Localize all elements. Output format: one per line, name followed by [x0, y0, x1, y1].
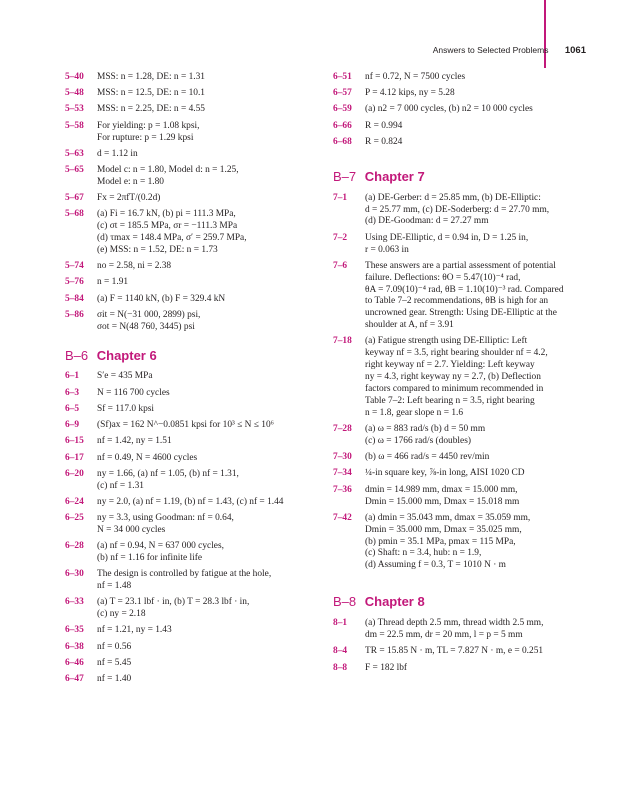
answer-line: MSS: n = 1.28, DE: n = 1.31 [97, 72, 205, 82]
answer-text [97, 165, 325, 189]
chapter7-number: B–7 [333, 168, 357, 184]
problem-number: 6–35 [65, 625, 84, 636]
answer-line: σit = N(−31 000, 2899) psi, [97, 309, 201, 320]
answer-line: Model e: n = 1.80 [97, 176, 164, 187]
answer-entry [65, 569, 325, 593]
answer-line: Sf = 117.0 kpsi [97, 403, 155, 414]
answer-line: nf = 1.40 [97, 674, 132, 685]
answer-entry [65, 193, 325, 205]
answer-text [97, 388, 170, 398]
answer-text [365, 137, 402, 147]
answer-text [365, 88, 455, 98]
answer-text [97, 209, 325, 257]
answer-line: (d) τmax = 148.4 MPa, σ′ = 259.7 MPa, [97, 233, 247, 244]
problem-number: 5–40 [65, 72, 84, 82]
answer-line: n = 1.8, gear slope n = 1.6 [365, 407, 464, 418]
answer-line: R = 0.994 [365, 120, 403, 131]
problem-number: 6–25 [65, 513, 84, 524]
answer-text [97, 420, 274, 430]
problem-number: 5–58 [65, 120, 84, 131]
answer-entry [65, 209, 325, 257]
problem-number: 6–33 [65, 597, 84, 608]
chapter7-answer-list [333, 193, 595, 573]
answer-line: Dmin = 15.000 mm, Dmax = 15.018 mm [365, 496, 520, 507]
answer-text [365, 468, 525, 478]
chapter6-number: B–6 [65, 347, 89, 363]
answer-text [365, 663, 407, 673]
answer-text [365, 72, 465, 82]
answer-line: failure. Deflections: θO = 5.47(10)⁻⁴ rad, [365, 272, 521, 283]
answer-entry [333, 485, 595, 509]
answer-text [97, 569, 325, 593]
answer-entry [65, 597, 325, 621]
answer-line: MSS: n = 2.25, DE: n = 4.55 [97, 104, 205, 115]
answer-line: (c) ny = 2.18 [97, 609, 146, 620]
answer-text [97, 371, 153, 381]
answer-text [365, 452, 489, 462]
problem-number: 7–30 [333, 452, 352, 463]
answer-entry [333, 137, 595, 149]
answer-text [97, 469, 325, 493]
answer-line: no = 2.58, ni = 2.38 [97, 261, 172, 272]
answer-line: keyway nf = 3.5, right bearing shoulder nf = 4.2, [365, 348, 548, 359]
answer-line: N = 116 700 cycles [97, 387, 170, 398]
problem-number: 5–68 [65, 209, 84, 220]
problem-number: 6–9 [65, 420, 80, 431]
chapter7-title: Chapter 7 [364, 168, 425, 184]
answer-line: nf = 0.72, N = 7500 cycles [365, 72, 466, 82]
left-column [65, 72, 325, 690]
answer-line: (a) n2 = 7 000 cycles, (b) n2 = 10 000 cycles [365, 104, 533, 115]
problem-number: 7–18 [333, 336, 352, 347]
answer-line: nf = 1.48 [97, 581, 132, 592]
problem-number: 6–38 [65, 641, 84, 652]
answer-line: (a) nf = 0.94, N = 637 000 cycles, [97, 541, 224, 552]
answer-text [97, 310, 325, 334]
problem-number: 7–2 [333, 232, 348, 243]
answer-line: n = 1.91 [97, 277, 129, 288]
answer-entry [65, 404, 325, 416]
answer-text [365, 424, 595, 448]
answer-text [97, 436, 172, 446]
answer-text [97, 541, 325, 565]
answer-entry [333, 663, 595, 675]
answer-line: dm = 22.5 mm, dr = 20 mm, l = p = 5 mm [365, 630, 523, 641]
answer-entry [65, 513, 325, 537]
answer-line: (a) Thread depth 2.5 mm, thread width 2.5 mm, [365, 618, 544, 629]
chapter6-continued-answer-list [333, 72, 595, 149]
answer-line: (b) pmin = 35.1 MPa, pmax = 115 MPa, [365, 536, 516, 547]
answer-line: (c) σt = 185.5 MPa, σr = −111.3 MPa [97, 221, 238, 232]
answer-entry [65, 121, 325, 145]
answer-line: dmin = 14.989 mm, dmax = 15.000 mm, [365, 484, 518, 495]
answer-line: (a) T = 23.1 lbf · in, (b) T = 28.3 lbf · in, [97, 597, 250, 608]
chapter6-answer-list [65, 371, 325, 685]
answer-line: For rupture: p = 1.29 kpsi [97, 132, 194, 143]
problem-number: 6–68 [333, 136, 352, 147]
problem-number: 7–34 [333, 468, 352, 479]
answer-line: (c) Shaft: n = 3.4, hub: n = 1.9, [365, 548, 482, 559]
answer-line: d = 1.12 in [97, 148, 138, 159]
answer-line: (a) F = 1140 kN, (b) F = 329.4 kN [97, 293, 226, 304]
answer-entry [65, 469, 325, 493]
answer-entry [65, 88, 325, 100]
answer-line: The design is controlled by fatigue at the hole, [97, 569, 272, 580]
problem-number: 5–65 [65, 164, 84, 175]
answer-line: Using DE-Elliptic, d = 0.94 in, D = 1.25 in, [365, 232, 529, 243]
answer-line: factors compared to minimum recommended in [365, 384, 544, 395]
chapter5-answer-list [65, 72, 325, 334]
answer-line: (a) Fatigue strength using DE-Elliptic: Left [365, 336, 528, 347]
answer-entry [65, 149, 325, 161]
answer-text [365, 513, 595, 573]
answer-entry [65, 72, 325, 84]
answer-line: (a) DE-Gerber: d = 25.85 mm, (b) DE-Elliptic: [365, 192, 541, 203]
answer-entry [65, 261, 325, 273]
answer-text [365, 104, 533, 114]
answer-entry [65, 625, 325, 637]
answer-line: Table 7–2: Left bearing n = 3.5, right bearing [365, 396, 535, 407]
answer-entry [333, 104, 595, 116]
problem-number: 6–47 [65, 674, 84, 685]
answer-line: (a) Fi = 16.7 kN, (b) pi = 111.3 MPa, [97, 209, 236, 220]
problem-number: 6–57 [333, 88, 352, 99]
answer-text [97, 104, 205, 114]
answer-text [97, 513, 325, 537]
running-header [433, 45, 586, 56]
problem-number: 6–20 [65, 468, 84, 479]
answer-text [97, 72, 205, 82]
problem-number: 6–1 [65, 371, 80, 382]
answer-line: (e) MSS: n = 1.52, DE: n = 1.73 [97, 244, 218, 255]
problem-number: 8–1 [333, 618, 348, 629]
problem-number: 5–53 [65, 104, 84, 115]
answer-entry [65, 104, 325, 116]
problem-number: 5–67 [65, 193, 84, 204]
chapter6-title: Chapter 6 [96, 347, 157, 363]
answer-line: shoulder at A, nf = 3.91 [365, 320, 454, 331]
answer-entry [65, 642, 325, 654]
answer-line: (d) DE-Goodman: d = 27.27 mm [365, 216, 489, 227]
answer-entry [65, 453, 325, 465]
answer-line: (c) ω = 1766 rad/s (doubles) [365, 436, 471, 447]
answer-entry [65, 420, 325, 432]
problem-number: 6–15 [65, 436, 84, 447]
answer-line: MSS: n = 12.5, DE: n = 10.1 [97, 88, 205, 99]
answer-entry [65, 436, 325, 448]
page-number: 1061 [564, 45, 586, 56]
problem-number: 6–66 [333, 120, 352, 131]
chapter8-title: Chapter 8 [364, 594, 425, 610]
problem-number: 8–4 [333, 646, 348, 657]
answer-text [97, 642, 131, 652]
chapter8-answer-list [333, 618, 595, 674]
chapter6-heading [65, 347, 325, 363]
answer-text [365, 121, 402, 131]
answer-text [365, 336, 595, 419]
answer-text [97, 658, 131, 668]
problem-number: 5–74 [65, 261, 84, 272]
answer-text [365, 485, 595, 509]
answer-entry [333, 468, 595, 480]
answer-entry [65, 658, 325, 670]
answer-line: ny = 1.66, (a) nf = 1.05, (b) nf = 1.31, [97, 468, 239, 479]
answer-text [365, 261, 595, 332]
answer-entry [65, 388, 325, 400]
answer-line: nf = 1.42, ny = 1.51 [97, 436, 172, 447]
problem-number: 7–42 [333, 512, 352, 523]
answer-entry [65, 541, 325, 565]
problem-number: 5–48 [65, 88, 84, 99]
answer-entry [65, 371, 325, 383]
problem-number: 5–86 [65, 309, 84, 320]
answer-text [97, 261, 171, 271]
answer-line: Fx = 2πfT/(0.2d) [97, 193, 161, 204]
answer-line: (b) nf = 1.16 for infinite life [97, 553, 202, 564]
answer-line: right keyway nf = 2.7. Yielding: Left keyway [365, 360, 535, 371]
answer-text [97, 453, 197, 463]
problem-number: 7–28 [333, 424, 352, 435]
answer-line: These answers are a partial assessment of potential [365, 260, 556, 271]
answer-text [365, 646, 543, 656]
problem-number: 5–63 [65, 148, 84, 159]
answer-text [97, 674, 131, 684]
answer-line: uncrowned gear. Strength: Using DE-Elliptic at the [365, 308, 557, 319]
answer-line: nf = 0.56 [97, 641, 132, 652]
answer-text [365, 233, 595, 257]
answer-entry [333, 646, 595, 658]
answer-entry [333, 121, 595, 133]
answer-text [97, 597, 325, 621]
answer-line: to Table 7–2 recommendations, θB is high for an [365, 296, 549, 307]
answer-entry [333, 424, 595, 448]
answer-line: θA = 7.09(10)⁻⁴ rad, θB = 1.10(10)⁻³ rad. Compared [365, 284, 564, 295]
problem-number: 6–30 [65, 569, 84, 580]
answer-line: σot = N(48 760, 3445) psi [97, 321, 195, 332]
answer-entry [333, 452, 595, 464]
answer-line: nf = 0.49, N = 4600 cycles [97, 452, 198, 463]
answer-entry [333, 336, 595, 419]
answer-text [97, 625, 172, 635]
problem-number: 6–24 [65, 496, 84, 507]
answer-line: (d) Assuming f = 0.3, T = 1010 N · m [365, 560, 506, 571]
answer-text [97, 294, 225, 304]
answer-line: d = 25.77 mm, (c) DE-Soderberg: d = 27.70 mm, [365, 204, 550, 215]
problem-number: 6–46 [65, 657, 84, 668]
problem-number: 6–51 [333, 72, 352, 82]
answer-entry [65, 165, 325, 189]
problem-number: 6–5 [65, 403, 80, 414]
problem-number: 7–1 [333, 192, 348, 203]
answer-text [97, 404, 154, 414]
answer-line: (Sf)ax = 162 N^−0.0851 kpsi for 10³ ≤ N ≤ 10⁶ [97, 420, 274, 431]
problem-number: 5–76 [65, 277, 84, 288]
answer-line: ¼-in square key, ⅞-in long, AISI 1020 CD [365, 468, 525, 479]
problem-number: 5–84 [65, 293, 84, 304]
problem-number: 6–17 [65, 452, 84, 463]
answer-entry [333, 88, 595, 100]
answer-line: Dmin = 35.000 mm, Dmax = 35.025 mm, [365, 524, 522, 535]
answer-entry [65, 277, 325, 289]
answer-entry [333, 261, 595, 332]
answer-text [97, 121, 325, 145]
problem-number: 8–8 [333, 662, 348, 673]
answer-text [97, 88, 205, 98]
problem-number: 7–36 [333, 484, 352, 495]
answer-text [97, 277, 128, 287]
answer-line: (a) dmin = 35.043 mm, dmax = 35.059 mm, [365, 512, 531, 523]
chapter8-heading [333, 596, 595, 609]
answer-entry [65, 674, 325, 686]
answer-entry [333, 72, 595, 84]
answer-text [365, 193, 595, 229]
answer-line: N = 34 000 cycles [97, 524, 166, 535]
answer-line: ny = 2.0, (a) nf = 1.19, (b) nf = 1.43, (c) nf = 1.44 [97, 496, 284, 507]
answer-line: ny = 3.3, using Goodman: nf = 0.64, [97, 513, 234, 524]
answer-line: (a) ω = 883 rad/s (b) d = 50 mm [365, 424, 486, 435]
answer-text [365, 618, 595, 642]
answer-text [97, 193, 160, 203]
answer-line: For yielding: p = 1.08 kpsi, [97, 120, 200, 131]
answer-line: (c) nf = 1.31 [97, 480, 144, 491]
chapter8-number: B–8 [333, 594, 357, 610]
right-column [333, 72, 595, 679]
answer-entry [333, 513, 595, 573]
answer-line: S′e = 435 MPa [97, 371, 153, 382]
answer-entry [333, 233, 595, 257]
answer-line: ny = 4.3, right keyway ny = 2.7, (b) Deflection [365, 372, 541, 383]
answer-entry [65, 497, 325, 509]
answer-line: nf = 5.45 [97, 657, 132, 668]
problem-number: 7–6 [333, 260, 348, 271]
answer-line: Model c: n = 1.80, Model d: n = 1.25, [97, 164, 239, 175]
answer-line: P = 4.12 kips, ny = 5.28 [365, 88, 455, 99]
answer-line: nf = 1.21, ny = 1.43 [97, 625, 172, 636]
chapter7-heading [333, 168, 595, 184]
answer-line: R = 0.824 [365, 136, 403, 147]
page-edge-accent-bar [544, 0, 546, 68]
answer-line: F = 182 lbf [365, 662, 408, 673]
answer-entry [65, 294, 325, 306]
problem-number: 6–3 [65, 387, 80, 398]
answer-line: (b) ω = 466 rad/s = 4450 rev/min [365, 452, 490, 463]
answer-entry [333, 193, 595, 229]
running-title: Answers to Selected Problems [432, 45, 549, 55]
answer-entry [333, 618, 595, 642]
answer-text [97, 149, 138, 159]
problem-number: 6–59 [333, 104, 352, 115]
answer-line: r = 0.063 in [365, 244, 409, 255]
answer-line: TR = 15.85 N · m, TL = 7.827 N · m, e = 0.251 [365, 646, 544, 657]
answer-entry [65, 310, 325, 334]
problem-number: 6–28 [65, 541, 84, 552]
answer-text [97, 497, 283, 507]
